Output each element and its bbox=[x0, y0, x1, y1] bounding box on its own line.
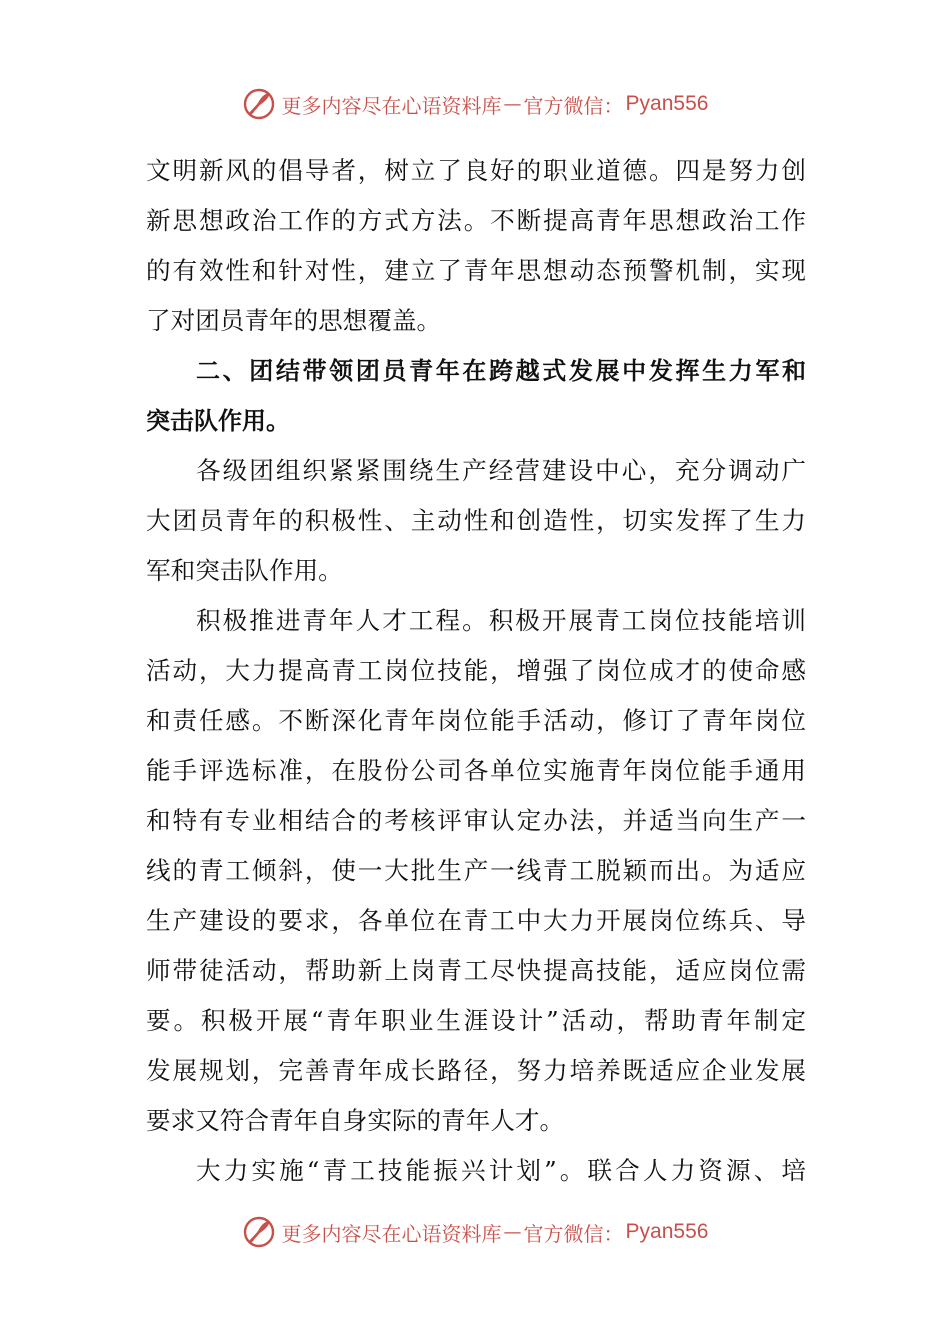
banner-wechat-label: 官方微信： bbox=[523, 1221, 624, 1246]
text-line: 要求又符合青年自身实际的青年人才。 bbox=[146, 1106, 565, 1135]
banner-site-text: 更多内容尽在心语资料库 bbox=[281, 1221, 502, 1246]
quill-logo-icon bbox=[242, 87, 276, 121]
text-line: 大力实施“青工技能振兴计划”。联合人力资源、培 bbox=[196, 1156, 806, 1185]
footer-banner bbox=[0, 1212, 950, 1252]
text-line: 大团员青年的积极性、主动性和创造性，切实发挥了生力 bbox=[146, 506, 806, 535]
banner-wechat-label: 官方微信： bbox=[523, 93, 624, 118]
section-heading-continued: 突击队作用。 bbox=[146, 407, 290, 435]
text-line: 要。积极开展“青年职业生涯设计”活动，帮助青年制定 bbox=[146, 1006, 806, 1035]
banner-separator: — bbox=[503, 93, 522, 115]
text-line: 线的青工倾斜，使一大批生产一线青工脱颖而出。为适应 bbox=[146, 856, 806, 885]
text-line: 师带徒活动，帮助新上岗青工尽快提高技能，适应岗位需 bbox=[146, 956, 806, 985]
header-banner bbox=[0, 84, 950, 124]
text-line: 和特有专业相结合的考核评审认定办法，并适当向生产一 bbox=[146, 806, 806, 835]
banner-wechat-account: Pyan556 bbox=[625, 92, 709, 115]
text-line: 积极推进青年人才工程。积极开展青工岗位技能培训 bbox=[196, 606, 806, 635]
banner-site-text: 更多内容尽在心语资料库 bbox=[281, 93, 502, 118]
text-line: 各级团组织紧紧围绕生产经营建设中心，充分调动广 bbox=[196, 456, 806, 485]
text-line: 能手评选标准，在股份公司各单位实施青年岗位能手通用 bbox=[146, 756, 806, 785]
text-line: 文明新风的倡导者，树立了良好的职业道德。四是努力创 bbox=[146, 156, 806, 185]
text-line: 的有效性和针对性，建立了青年思想动态预警机制，实现 bbox=[146, 256, 806, 285]
quill-logo-icon bbox=[242, 1215, 276, 1249]
document-body bbox=[146, 146, 806, 1196]
text-line: 和责任感。不断深化青年岗位能手活动，修订了青年岗位 bbox=[146, 706, 806, 735]
banner-wechat-account: Pyan556 bbox=[625, 1220, 709, 1243]
section-heading: 二、团结带领团员青年在跨越式发展中发挥生力军和 bbox=[196, 357, 806, 385]
banner-separator: — bbox=[503, 1221, 522, 1243]
text-line: 了对团员青年的思想覆盖。 bbox=[146, 306, 442, 335]
text-line: 军和突击队作用。 bbox=[146, 556, 343, 585]
text-line: 生产建设的要求，各单位在青工中大力开展岗位练兵、导 bbox=[146, 906, 806, 935]
text-line: 发展规划，完善青年成长路径，努力培养既适应企业发展 bbox=[146, 1056, 806, 1085]
text-line: 新思想政治工作的方式方法。不断提高青年思想政治工作 bbox=[146, 206, 806, 235]
text-line: 活动，大力提高青工岗位技能，增强了岗位成才的使命感 bbox=[146, 656, 806, 685]
